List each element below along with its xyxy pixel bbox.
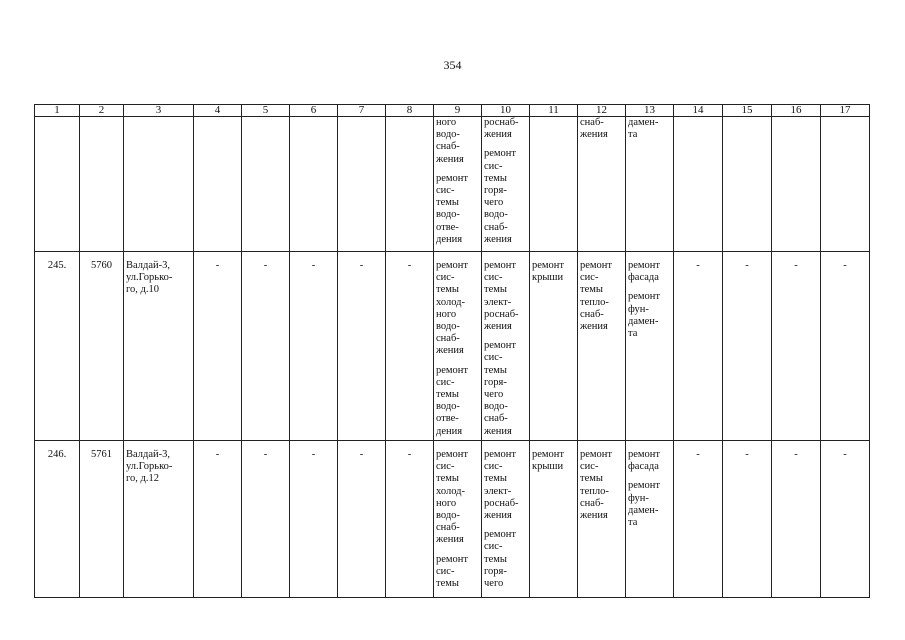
work-item: ремонт крыши — [532, 260, 565, 284]
column-header: 12 — [578, 105, 626, 117]
work-cell-col9 — [434, 117, 482, 252]
work-cell-col9 — [434, 252, 482, 441]
address: Валдай-3, ул.Горько- го, д.12 — [126, 449, 173, 485]
work-item: ремонт сис- темы тепло- снаб- жения — [580, 449, 613, 522]
work-item: ного водо- снаб- жения — [436, 117, 464, 165]
table-row — [35, 252, 870, 441]
empty-dash: - — [338, 252, 386, 441]
row-number: 246. — [35, 441, 80, 598]
work-cell-col13 — [626, 117, 674, 252]
work-item: ремонт сис- темы тепло- снаб- жения — [580, 260, 613, 333]
empty-dash: - — [386, 252, 434, 441]
table-cell — [35, 117, 80, 252]
table-cell — [674, 117, 723, 252]
work-item: роснаб- жения — [484, 117, 519, 141]
empty-dash: - — [242, 252, 290, 441]
house-code: 5760 — [80, 252, 124, 441]
work-item: ремонт сис- темы горя- чего водо- снаб- жения — [484, 340, 517, 437]
work-item: ремонт сис- темы холод- ного водо- снаб- жения — [436, 260, 469, 357]
empty-dash: - — [242, 441, 290, 598]
table-cell — [194, 117, 242, 252]
work-item: ремонт сис- темы водо- отве- дения — [436, 364, 469, 437]
work-cell-col12 — [578, 117, 626, 252]
table-cell — [338, 117, 386, 252]
work-item: ремонт фасада — [628, 260, 661, 284]
column-header: 6 — [290, 105, 338, 117]
work-item: ремонт крыши — [532, 449, 565, 473]
column-number-row — [35, 105, 870, 117]
table-cell — [290, 117, 338, 252]
work-cell-col12 — [578, 252, 626, 441]
work-cell-col11 — [530, 441, 578, 598]
column-header: 8 — [386, 105, 434, 117]
work-cell-col9 — [434, 441, 482, 598]
row-number: 245. — [35, 252, 80, 441]
column-header: 13 — [626, 105, 674, 117]
column-header: 4 — [194, 105, 242, 117]
empty-dash: - — [821, 441, 870, 598]
address-cell — [124, 441, 194, 598]
empty-dash: - — [772, 252, 821, 441]
house-code: 5761 — [80, 441, 124, 598]
work-cell-col12 — [578, 441, 626, 598]
page-number: 354 — [443, 58, 462, 72]
column-header: 5 — [242, 105, 290, 117]
repair-table — [34, 104, 870, 598]
empty-dash: - — [723, 252, 772, 441]
column-header: 16 — [772, 105, 821, 117]
column-header: 1 — [35, 105, 80, 117]
empty-dash: - — [338, 441, 386, 598]
table-cell — [124, 117, 194, 252]
table-row — [35, 441, 870, 598]
column-header: 9 — [434, 105, 482, 117]
column-header: 3 — [124, 105, 194, 117]
work-item: ремонт фун- дамен- та — [628, 480, 661, 529]
table-cell — [723, 117, 772, 252]
work-cell-col13 — [626, 441, 674, 598]
work-item: ремонт сис- темы элект- роснаб- жения — [484, 449, 519, 522]
work-item: ремонт сис- темы водо- отве- дения — [436, 172, 469, 245]
column-header: 11 — [530, 105, 578, 117]
work-item: ремонт фун- дамен- та — [628, 291, 661, 340]
table-cell — [242, 117, 290, 252]
work-cell-col10 — [482, 117, 530, 252]
empty-dash: - — [386, 441, 434, 598]
address: Валдай-3, ул.Горько- го, д.10 — [126, 260, 173, 296]
table-cell — [80, 117, 124, 252]
empty-dash: - — [290, 441, 338, 598]
table-cell — [821, 117, 870, 252]
table-cell — [530, 117, 578, 252]
work-cell-col10 — [482, 252, 530, 441]
empty-dash: - — [821, 252, 870, 441]
empty-dash: - — [290, 252, 338, 441]
table-cell — [772, 117, 821, 252]
work-item: ремонт фасада — [628, 449, 661, 473]
work-item: ремонт сис- темы горя- чего — [484, 529, 517, 590]
table-cell — [386, 117, 434, 252]
column-header: 7 — [338, 105, 386, 117]
work-item: снаб- жения — [580, 117, 608, 141]
empty-dash: - — [772, 441, 821, 598]
empty-dash: - — [194, 252, 242, 441]
column-header: 2 — [80, 105, 124, 117]
work-item: дамен- та — [628, 117, 659, 141]
work-cell-col11 — [530, 252, 578, 441]
column-header: 10 — [482, 105, 530, 117]
empty-dash: - — [194, 441, 242, 598]
work-item: ремонт сис- темы элект- роснаб- жения — [484, 260, 519, 333]
empty-dash: - — [674, 441, 723, 598]
table-row-continued — [35, 117, 870, 252]
empty-dash: - — [723, 441, 772, 598]
work-item: ремонт сис- темы горя- чего водо- снаб- жения — [484, 148, 517, 245]
work-cell-col13 — [626, 252, 674, 441]
address-cell — [124, 252, 194, 441]
column-header: 17 — [821, 105, 870, 117]
work-item: ремонт сис- темы — [436, 553, 469, 590]
empty-dash: - — [674, 252, 723, 441]
work-cell-col10 — [482, 441, 530, 598]
column-header: 15 — [723, 105, 772, 117]
column-header: 14 — [674, 105, 723, 117]
work-item: ремонт сис- темы холод- ного водо- снаб- жения — [436, 449, 469, 546]
